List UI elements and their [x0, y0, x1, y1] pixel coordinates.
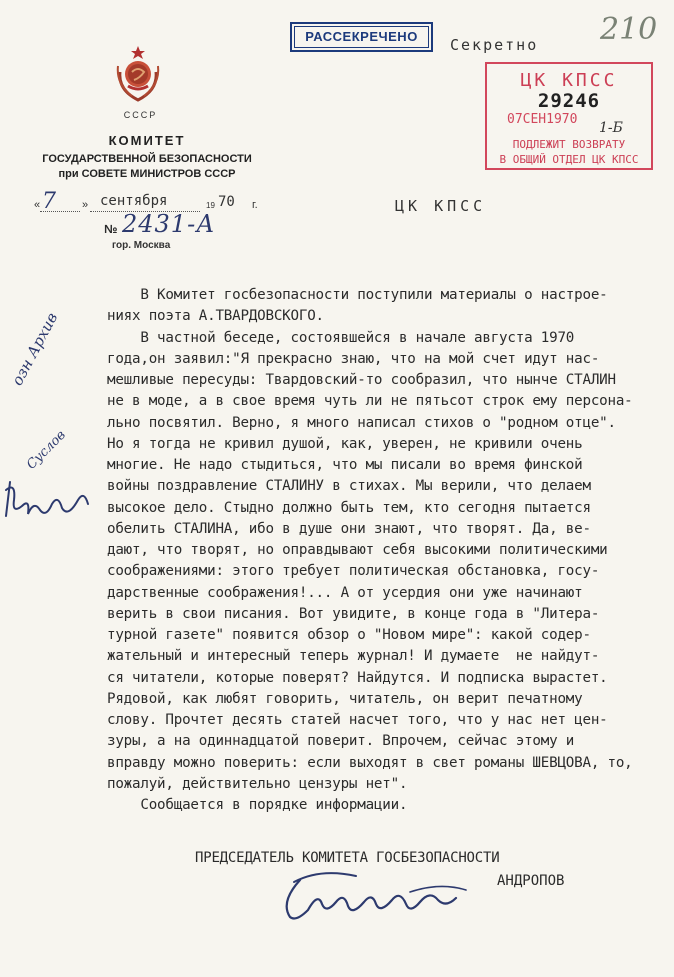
body-line: льно посвятил. Верно, я много написал стихов о "родном отце".	[107, 414, 616, 431]
body-line: высокое дело. Стыдно должно быть тем, кто сегодня пытается	[107, 499, 591, 516]
stamp-note: 1-Б	[599, 120, 623, 136]
header-council: при СОВЕТЕ МИНИСТРОВ СССР	[58, 168, 236, 180]
doc-number-label: №	[104, 222, 118, 236]
margin-note-1: озн Архив	[8, 309, 62, 389]
stamp-return-2: В ОБЩИЙ ОТДЕЛ ЦК КПСС	[499, 153, 639, 166]
letter-body	[107, 285, 667, 816]
body-line: многие. Не надо стыдиться, что мы писали во время финской	[107, 457, 583, 473]
margin-note-2: Суслов	[24, 427, 69, 473]
body-line: ся читатели, которые поверят? Найдутся. И подписка вырастет.	[107, 669, 608, 686]
margin-signature	[2, 470, 92, 530]
body-line: слову. Прочтет десять статей насчет того, что у нас нет цен-	[107, 712, 608, 728]
doc-number: 2431-А	[122, 210, 216, 238]
body-line: войны поздравление СТАЛИНУ в стихах. Мы верили, что делаем	[107, 478, 591, 495]
date-open-quote: «	[34, 199, 41, 211]
stamp-number: 29246	[537, 90, 601, 112]
date-month: сентября	[100, 193, 168, 209]
body-line: дарственные соображения!... А от усердия они уже начинают	[107, 584, 583, 601]
body-line: Рядовой, как любят говорить, читатель, он верит печатному	[107, 690, 583, 707]
signature-title: ПРЕДСЕДАТЕЛЬ КОМИТЕТА ГОСБЕЗОПАСНОСТИ	[195, 850, 500, 866]
date-day: 7	[42, 189, 56, 214]
body-line: Но я тогда не кривил душой, как, уверен, не кривили очень	[107, 435, 583, 452]
body-line: верить в свои писания. Вот увидите, в конце года в "Литера-	[107, 605, 600, 622]
body-line: года,он заявил:"Я прекрасно знаю, что на мой счет идут нас-	[107, 350, 600, 367]
body-line: соображениями: этого требует политическая обстановка, госу-	[107, 563, 600, 580]
body-line: жательный и интересный теперь журнал! И думаете не найдут-	[107, 648, 600, 665]
handwritten-signature	[260, 862, 480, 932]
body-line: Сообщается в порядке информации.	[107, 797, 408, 813]
body-line: дают, что творят, но оправдывают себя высокими политическими	[107, 542, 608, 558]
classification: Секретно	[450, 36, 539, 54]
body-line: мешливые пересуды: Твардовский-то сообразил, что нынче СТАЛИН	[107, 372, 616, 388]
declassified-stamp: РАССЕКРЕЧЕНО	[290, 22, 433, 52]
body-line: ниях поэта А.ТВАРДОВСКОГО.	[107, 308, 324, 325]
date-year: 70	[218, 194, 235, 210]
date-suffix: г.	[252, 199, 258, 211]
cc-registration-stamp	[485, 62, 653, 170]
body-line: зуры, а на одиннадцатой поверит. Впрочем, сейчас этому и	[107, 733, 575, 750]
date-close-quote: »	[82, 199, 89, 211]
body-line: не в моде, а в свое время чуть ли не пятьсот строк ему персона-	[107, 393, 633, 410]
date-century: 19	[206, 201, 215, 210]
body-line: пожалуй, действительно цензуры нет".	[107, 775, 408, 792]
header-committee: КОМИТЕТ	[108, 133, 186, 148]
signature-name: АНДРОПОВ	[497, 873, 565, 889]
city: гор. Москва	[112, 240, 171, 251]
body-line: вправду можно поверить: если выходят в свет романы ШЕВЦОВА, то,	[107, 754, 633, 771]
sheet-number: 210	[600, 12, 658, 47]
body-line: В Комитет госбезопасности поступили материалы о настрое-	[107, 287, 608, 303]
body-line: В частной беседе, состоявшейся в начале августа 1970	[107, 329, 575, 346]
addressee: ЦК КПСС	[395, 197, 487, 215]
body-line: турной газете" появится обзор о "Новом мире": какой содер-	[107, 627, 591, 643]
stamp-date: 07СЕН1970	[507, 112, 578, 127]
ussr-emblem-icon	[112, 42, 164, 104]
header-committee-full: ГОСУДАРСТВЕННОЙ БЕЗОПАСНОСТИ	[42, 153, 252, 165]
header-ussr: СССР	[123, 110, 158, 120]
stamp-return-1: ПОДЛЕЖИТ ВОЗВРАТУ	[512, 138, 626, 151]
stamp-org: ЦК КПСС	[520, 70, 618, 91]
body-line: обелить СТАЛИНА, ибо в душе они знают, что творят. Да, ве-	[107, 520, 591, 537]
